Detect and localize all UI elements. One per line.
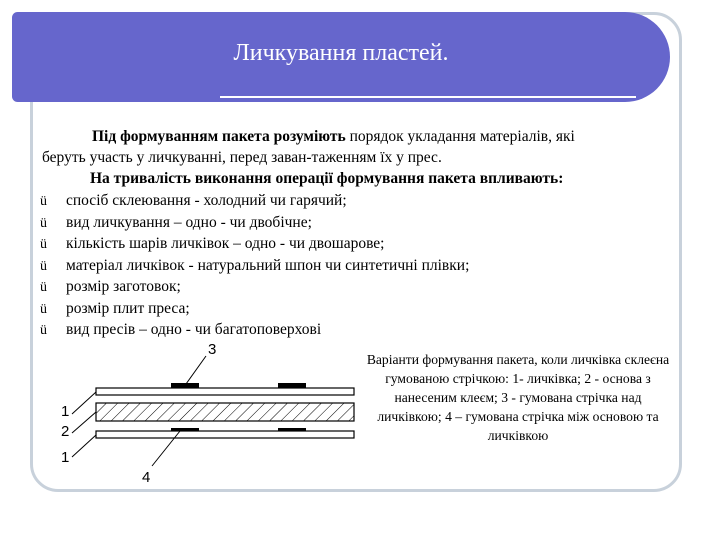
label-2: 2 xyxy=(61,423,70,440)
intro-bold: Під формуванням пакета розуміють xyxy=(92,128,346,145)
list-item-text: розмір плит преса; xyxy=(66,299,190,317)
list-item-text: кількість шарів личківок – одно - чи двошарове; xyxy=(66,235,385,252)
list-item xyxy=(40,319,469,341)
intro-paragraph xyxy=(42,126,682,168)
list-item xyxy=(40,233,469,255)
title-underline xyxy=(220,96,636,98)
list-item xyxy=(40,212,469,234)
veneer-bottom xyxy=(96,431,354,438)
checkmark-icon: ü xyxy=(40,194,47,209)
tape-above-veneer xyxy=(278,383,306,388)
tape-between-layers xyxy=(171,428,199,431)
diagram-caption: Варіанти формування пакета, коли личківка склеєна гумованою стрічкою: 1- личківка; 2 - основа з нанесеним клеєм; 3 - гумована стрічка над личківкою; 4 – гумована стрічка між основою та личківкою xyxy=(366,352,670,443)
intro-rest: порядок укладання матеріалів, які xyxy=(345,128,575,145)
list-item-text: спосіб склеювання - холодний чи гарячий; xyxy=(66,192,347,209)
checkmark-icon: ü xyxy=(40,301,47,317)
checkmark-icon: ü xyxy=(40,280,47,295)
factors-heading-line xyxy=(42,168,682,189)
list-item xyxy=(40,190,469,212)
package-diagram xyxy=(56,340,356,490)
factors-heading: На тривалість виконання операції формування пакета впливають: xyxy=(90,170,564,187)
intro-line2: беруть участь у личкуванні, перед заван-таженням їх у прес. xyxy=(42,149,442,166)
list-item-text: вид пресів – одно - чи багатоповерхові xyxy=(66,321,322,338)
checkmark-icon: ü xyxy=(40,323,47,338)
tape-between-layers xyxy=(278,428,306,431)
list-item-text: вид личкування – одно - чи двобічне; xyxy=(66,213,312,231)
veneer-top xyxy=(96,388,354,395)
label-1-top: 1 xyxy=(61,403,70,420)
checkmark-icon: ü xyxy=(40,237,47,252)
base-with-glue xyxy=(96,403,354,421)
checkmark-icon: ü xyxy=(40,258,47,274)
list-item-text: розмір заготовок; xyxy=(66,278,181,295)
list-item xyxy=(40,276,469,298)
title-banner xyxy=(12,12,670,102)
list-item xyxy=(40,298,469,320)
list-item-text: матеріал личківок - натуральний шпон чи синтетичні плівки; xyxy=(66,256,470,274)
checkmark-icon: ü xyxy=(40,215,47,231)
tape-above-veneer xyxy=(171,383,199,388)
list-item xyxy=(40,255,469,277)
label-1-bottom: 1 xyxy=(61,449,70,466)
factors-list xyxy=(40,190,469,341)
label-4: 4 xyxy=(142,469,151,486)
label-3: 3 xyxy=(208,341,217,358)
slide-title: Личкування пластей. xyxy=(233,40,449,66)
